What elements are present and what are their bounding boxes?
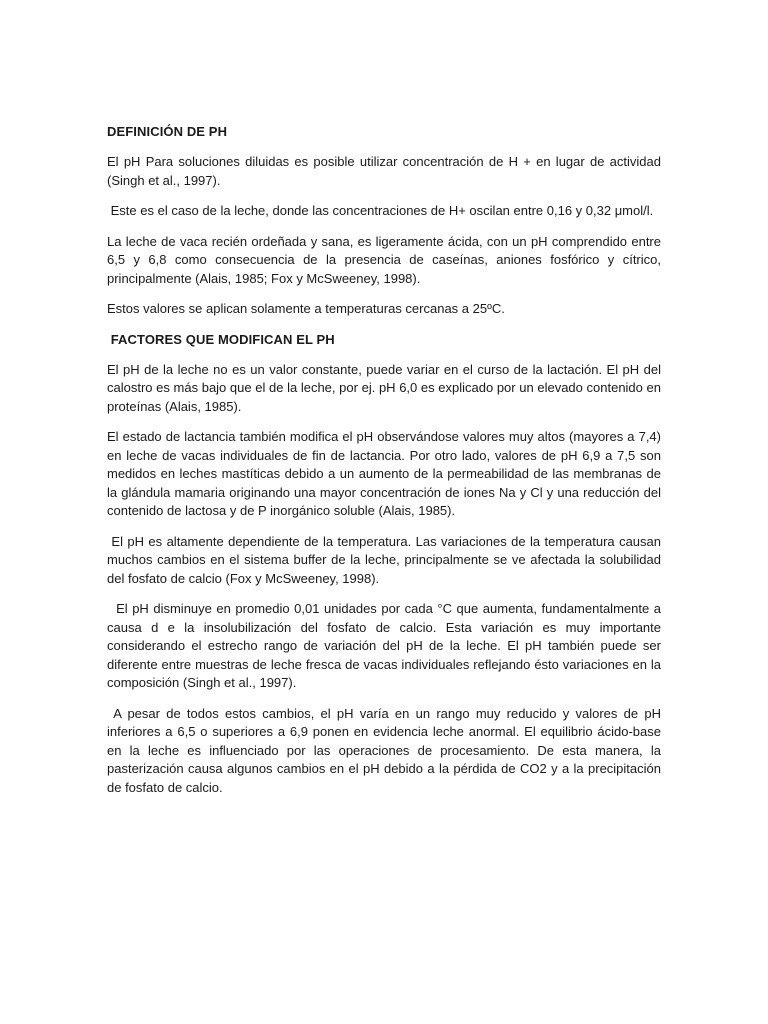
paragraph: A pesar de todos estos cambios, el pH varía en un rango muy reducido y valores de pH inferiores a 6,5 o superiores a 6,9 ponen en evidencia leche anormal. El equilibrio ácido-base en la leche es influenciado por las operaciones de procesamiento. De esta manera, la pasterización causa algunos cambios en el pH debido a la pérdida de CO2 y a la precipitación de fosfato de calcio. (107, 705, 665, 795)
paragraph: El pH disminuye en promedio 0,01 unidades por cada °C que aumenta, fundamentalmente a causa d e la insolubilización del fosfato de calcio. Esta variación es muy importante considerando el estrecho rango de variación del pH de la leche. El pH también puede ser diferente entre muestras de leche fresca de vacas individuales reflejando ésto variaciones en la composición (Singh et al., 1997). (107, 601, 665, 690)
paragraph: La leche de vaca recién ordeñada y sana, es ligeramente ácida, con un pH comprendido entre 6,5 y 6,8 como consecuencia de la presencia de caseínas, aniones fosfórico y cítrico, principalmente (Alais, 1985; Fox y McSweeney, 1998). (107, 233, 665, 286)
section-heading-definicion: DEFINICIÓN DE PH (107, 124, 228, 139)
paragraph: Estos valores se aplican solamente a temperaturas cercanas a 25ºC. (107, 301, 505, 316)
paragraph: El pH es altamente dependiente de la temperatura. Las variaciones de la temperatura causan muchos cambios en el sistema buffer de la leche, principalmente se ve afectada la solubilidad del fosfato de calcio (Fox y McSweeney, 1998). (107, 533, 665, 586)
paragraph: El estado de lactancia también modifica el pH observándose valores muy altos (mayores a 7,4) en leche de vacas individuales de fin de lactancia. Por otro lado, valores de pH 6,9 a 7,5 son medidos en leches mastíticas debido a un aumento de la permeabilidad de las membranas de la glándula mamaria originando una mayor concentración de iones Na y Cl y una reducción del contenido de lactosa y de P inorgánico soluble (Alais, 1985). (107, 429, 665, 518)
section-heading-factores: FACTORES QUE MODIFICAN EL PH (107, 331, 335, 347)
paragraph: El pH de la leche no es un valor constante, puede variar en el curso de la lactación. El pH del calostro es más bajo que el de la leche, por ej. pH 6,0 es explicado por un elevado contenido en proteínas (Alais, 1985). (107, 361, 665, 414)
paragraph: Este es el caso de la leche, donde las concentraciones de H+ oscilan entre 0,16 y 0,32 μmol/l. (107, 203, 654, 218)
paragraph: El pH Para soluciones diluidas es posible utilizar concentración de H + en lugar de actividad (Singh et al., 1997). (107, 154, 665, 188)
document-body (107, 123, 665, 809)
